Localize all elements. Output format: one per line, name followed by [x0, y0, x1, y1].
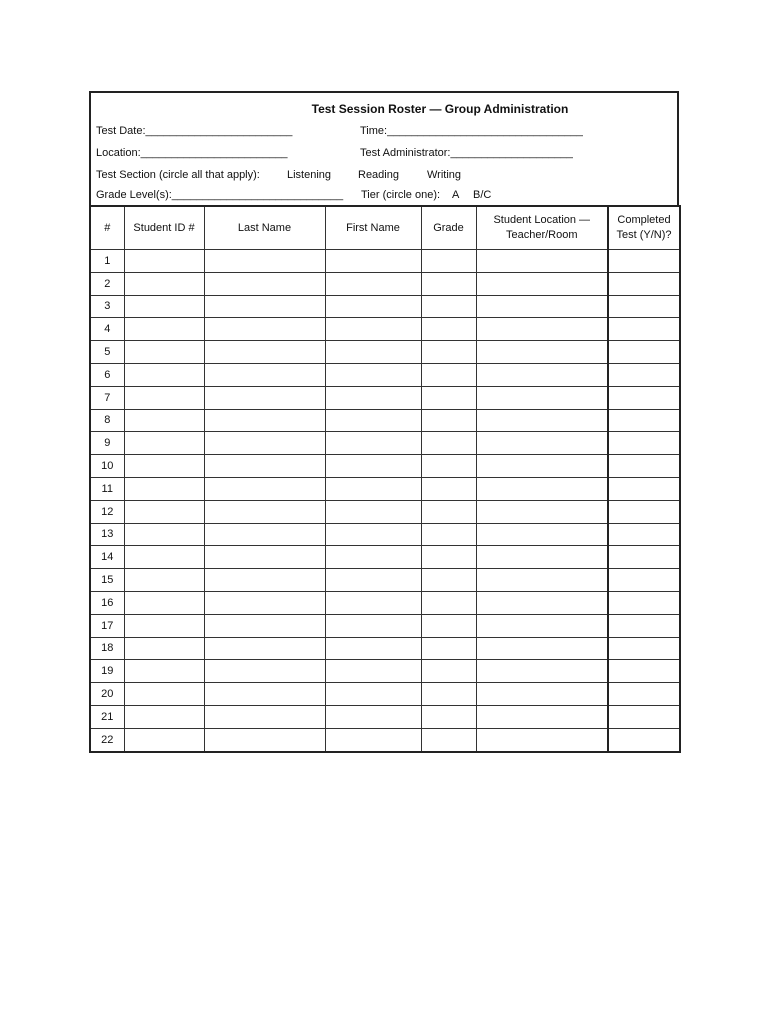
- completed-cell[interactable]: [608, 660, 680, 683]
- test-administrator-field[interactable]: Test Administrator:____________________: [360, 147, 573, 159]
- last-name-cell[interactable]: [204, 455, 325, 478]
- row-number: 18: [90, 637, 124, 660]
- row-number: 19: [90, 660, 124, 683]
- student-id-cell[interactable]: [124, 432, 204, 455]
- first-name-cell[interactable]: [325, 500, 421, 523]
- first-name-cell[interactable]: [325, 591, 421, 614]
- row-number: 11: [90, 477, 124, 500]
- grade-cell[interactable]: [421, 705, 476, 728]
- student-location-cell[interactable]: [476, 250, 608, 273]
- row-number: 9: [90, 432, 124, 455]
- time-field[interactable]: Time:________________________________: [360, 125, 583, 137]
- last-name-cell[interactable]: [204, 523, 325, 546]
- completed-cell[interactable]: [608, 477, 680, 500]
- completed-cell[interactable]: [608, 250, 680, 273]
- student-location-cell[interactable]: [476, 569, 608, 592]
- student-location-cell[interactable]: [476, 728, 608, 751]
- grade-cell[interactable]: [421, 477, 476, 500]
- student-id-cell[interactable]: [124, 386, 204, 409]
- grade-cell[interactable]: [421, 728, 476, 751]
- completed-cell[interactable]: [608, 591, 680, 614]
- first-name-cell[interactable]: [325, 569, 421, 592]
- student-location-cell[interactable]: [476, 523, 608, 546]
- last-name-cell[interactable]: [204, 363, 325, 386]
- table-row: [90, 477, 680, 500]
- row-number: 13: [90, 523, 124, 546]
- grade-cell[interactable]: [421, 295, 476, 318]
- student-location-cell[interactable]: [476, 318, 608, 341]
- last-name-cell[interactable]: [204, 432, 325, 455]
- table-row: [90, 386, 680, 409]
- completed-cell[interactable]: [608, 341, 680, 364]
- first-name-cell[interactable]: [325, 272, 421, 295]
- first-name-cell[interactable]: [325, 728, 421, 751]
- last-name-cell[interactable]: [204, 637, 325, 660]
- grade-cell[interactable]: [421, 569, 476, 592]
- grade-cell[interactable]: [421, 409, 476, 432]
- completed-cell[interactable]: [608, 569, 680, 592]
- first-name-cell[interactable]: [325, 705, 421, 728]
- table-row: [90, 614, 680, 637]
- row-number: 4: [90, 318, 124, 341]
- completed-cell[interactable]: [608, 455, 680, 478]
- last-name-cell[interactable]: [204, 272, 325, 295]
- last-name-cell[interactable]: [204, 546, 325, 569]
- grade-cell[interactable]: [421, 432, 476, 455]
- completed-cell[interactable]: [608, 386, 680, 409]
- student-location-cell[interactable]: [476, 614, 608, 637]
- student-id-cell[interactable]: [124, 705, 204, 728]
- student-id-cell[interactable]: [124, 614, 204, 637]
- completed-cell[interactable]: [608, 432, 680, 455]
- student-id-cell[interactable]: [124, 318, 204, 341]
- grade-cell[interactable]: [421, 523, 476, 546]
- row-number: 15: [90, 569, 124, 592]
- student-id-cell[interactable]: [124, 295, 204, 318]
- student-id-cell[interactable]: [124, 250, 204, 273]
- grade-cell[interactable]: [421, 546, 476, 569]
- completed-cell[interactable]: [608, 409, 680, 432]
- completed-cell[interactable]: [608, 363, 680, 386]
- completed-cell[interactable]: [608, 637, 680, 660]
- first-name-cell[interactable]: [325, 637, 421, 660]
- student-location-cell[interactable]: [476, 341, 608, 364]
- last-name-cell[interactable]: [204, 728, 325, 751]
- table-row: [90, 318, 680, 341]
- last-name-cell[interactable]: [204, 500, 325, 523]
- student-id-cell[interactable]: [124, 500, 204, 523]
- student-location-cell[interactable]: [476, 683, 608, 706]
- col-header-student-id: Student ID #: [124, 206, 204, 250]
- table-row: [90, 591, 680, 614]
- completed-cell[interactable]: [608, 295, 680, 318]
- grade-cell[interactable]: [421, 637, 476, 660]
- student-location-cell[interactable]: [476, 500, 608, 523]
- row-number: 5: [90, 341, 124, 364]
- first-name-cell[interactable]: [325, 432, 421, 455]
- form-title: Test Session Roster — Group Administration: [311, 102, 569, 116]
- table-row: [90, 272, 680, 295]
- grade-cell[interactable]: [421, 250, 476, 273]
- roster-body: [90, 250, 680, 752]
- first-name-cell[interactable]: [325, 409, 421, 432]
- first-name-cell[interactable]: [325, 363, 421, 386]
- student-id-cell[interactable]: [124, 637, 204, 660]
- completed-cell[interactable]: [608, 728, 680, 751]
- tier-option-bc[interactable]: B/C: [473, 189, 492, 201]
- last-name-cell[interactable]: [204, 386, 325, 409]
- section-option-listening[interactable]: Listening: [287, 169, 332, 181]
- table-row: [90, 409, 680, 432]
- roster-table: [89, 205, 681, 753]
- table-row: [90, 637, 680, 660]
- table-row: [90, 295, 680, 318]
- first-name-cell[interactable]: [325, 546, 421, 569]
- test-date-field[interactable]: Test Date:________________________: [96, 125, 293, 137]
- first-name-cell[interactable]: [325, 250, 421, 273]
- last-name-cell[interactable]: [204, 477, 325, 500]
- first-name-cell[interactable]: [325, 614, 421, 637]
- last-name-cell[interactable]: [204, 705, 325, 728]
- last-name-cell[interactable]: [204, 250, 325, 273]
- row-number: 20: [90, 683, 124, 706]
- student-location-cell[interactable]: [476, 477, 608, 500]
- student-id-cell[interactable]: [124, 477, 204, 500]
- table-row: [90, 341, 680, 364]
- table-row: [90, 705, 680, 728]
- location-field[interactable]: Location:________________________: [96, 147, 288, 159]
- row-number: 21: [90, 705, 124, 728]
- grade-cell[interactable]: [421, 455, 476, 478]
- table-row: [90, 569, 680, 592]
- completed-cell[interactable]: [608, 705, 680, 728]
- row-number: 3: [90, 295, 124, 318]
- first-name-cell[interactable]: [325, 523, 421, 546]
- row-number: 16: [90, 591, 124, 614]
- student-id-cell[interactable]: [124, 341, 204, 364]
- last-name-cell[interactable]: [204, 318, 325, 341]
- student-location-cell[interactable]: [476, 363, 608, 386]
- first-name-cell[interactable]: [325, 683, 421, 706]
- last-name-cell[interactable]: [204, 591, 325, 614]
- col-header-student-location: Student Location — Teacher/Room: [476, 206, 608, 250]
- grade-cell[interactable]: [421, 660, 476, 683]
- student-id-cell[interactable]: [124, 569, 204, 592]
- grade-cell[interactable]: [421, 683, 476, 706]
- completed-cell[interactable]: [608, 272, 680, 295]
- student-location-cell[interactable]: [476, 591, 608, 614]
- table-row: [90, 660, 680, 683]
- student-id-cell[interactable]: [124, 455, 204, 478]
- row-number: 10: [90, 455, 124, 478]
- first-name-cell[interactable]: [325, 295, 421, 318]
- student-location-cell[interactable]: [476, 386, 608, 409]
- first-name-cell[interactable]: [325, 318, 421, 341]
- tier-label: Tier (circle one):: [361, 189, 441, 201]
- student-id-cell[interactable]: [124, 523, 204, 546]
- first-name-cell[interactable]: [325, 386, 421, 409]
- table-row: [90, 728, 680, 751]
- table-row: [90, 250, 680, 273]
- row-number: 6: [90, 363, 124, 386]
- section-option-writing[interactable]: Writing: [427, 169, 462, 181]
- completed-cell[interactable]: [608, 318, 680, 341]
- form-header: [89, 91, 679, 205]
- grade-cell[interactable]: [421, 500, 476, 523]
- first-name-cell[interactable]: [325, 660, 421, 683]
- completed-cell[interactable]: [608, 683, 680, 706]
- grade-cell[interactable]: [421, 386, 476, 409]
- student-id-cell[interactable]: [124, 591, 204, 614]
- student-id-cell[interactable]: [124, 363, 204, 386]
- test-section-label: Test Section (circle all that apply):: [96, 169, 260, 181]
- section-option-reading[interactable]: Reading: [358, 169, 399, 181]
- table-row: [90, 546, 680, 569]
- last-name-cell[interactable]: [204, 660, 325, 683]
- table-row: [90, 523, 680, 546]
- grade-cell[interactable]: [421, 591, 476, 614]
- tier-option-a[interactable]: A: [452, 189, 460, 201]
- completed-cell[interactable]: [608, 500, 680, 523]
- table-row: [90, 500, 680, 523]
- student-id-cell[interactable]: [124, 546, 204, 569]
- row-number: 8: [90, 409, 124, 432]
- last-name-cell[interactable]: [204, 614, 325, 637]
- last-name-cell[interactable]: [204, 341, 325, 364]
- student-id-cell[interactable]: [124, 683, 204, 706]
- student-location-cell[interactable]: [476, 705, 608, 728]
- grade-cell[interactable]: [421, 614, 476, 637]
- col-header-number: #: [90, 206, 124, 250]
- table-row: [90, 432, 680, 455]
- table-row: [90, 683, 680, 706]
- grade-cell[interactable]: [421, 363, 476, 386]
- first-name-cell[interactable]: [325, 455, 421, 478]
- student-location-cell[interactable]: [476, 409, 608, 432]
- row-number: 12: [90, 500, 124, 523]
- completed-cell[interactable]: [608, 546, 680, 569]
- student-location-cell[interactable]: [476, 272, 608, 295]
- col-header-first-name: First Name: [325, 206, 421, 250]
- row-number: 1: [90, 250, 124, 273]
- row-number: 17: [90, 614, 124, 637]
- col-header-completed: Completed Test (Y/N)?: [608, 206, 680, 250]
- completed-cell[interactable]: [608, 614, 680, 637]
- table-row: [90, 363, 680, 386]
- table-row: [90, 455, 680, 478]
- grade-cell[interactable]: [421, 341, 476, 364]
- first-name-cell[interactable]: [325, 477, 421, 500]
- roster-form: [89, 91, 679, 753]
- first-name-cell[interactable]: [325, 341, 421, 364]
- grade-cell[interactable]: [421, 318, 476, 341]
- grade-levels-field[interactable]: Grade Level(s):____________________________: [96, 189, 344, 201]
- student-location-cell[interactable]: [476, 432, 608, 455]
- completed-cell[interactable]: [608, 523, 680, 546]
- student-location-cell[interactable]: [476, 295, 608, 318]
- last-name-cell[interactable]: [204, 409, 325, 432]
- row-number: 22: [90, 728, 124, 751]
- grade-cell[interactable]: [421, 272, 476, 295]
- row-number: 7: [90, 386, 124, 409]
- last-name-cell[interactable]: [204, 295, 325, 318]
- last-name-cell[interactable]: [204, 683, 325, 706]
- student-id-cell[interactable]: [124, 272, 204, 295]
- student-id-cell[interactable]: [124, 660, 204, 683]
- student-location-cell[interactable]: [476, 455, 608, 478]
- col-header-last-name: Last Name: [204, 206, 325, 250]
- row-number: 14: [90, 546, 124, 569]
- student-location-cell[interactable]: [476, 637, 608, 660]
- student-id-cell[interactable]: [124, 728, 204, 751]
- student-location-cell[interactable]: [476, 546, 608, 569]
- col-header-grade: Grade: [421, 206, 476, 250]
- table-header-row: [90, 206, 680, 250]
- student-location-cell[interactable]: [476, 660, 608, 683]
- student-id-cell[interactable]: [124, 409, 204, 432]
- last-name-cell[interactable]: [204, 569, 325, 592]
- row-number: 2: [90, 272, 124, 295]
